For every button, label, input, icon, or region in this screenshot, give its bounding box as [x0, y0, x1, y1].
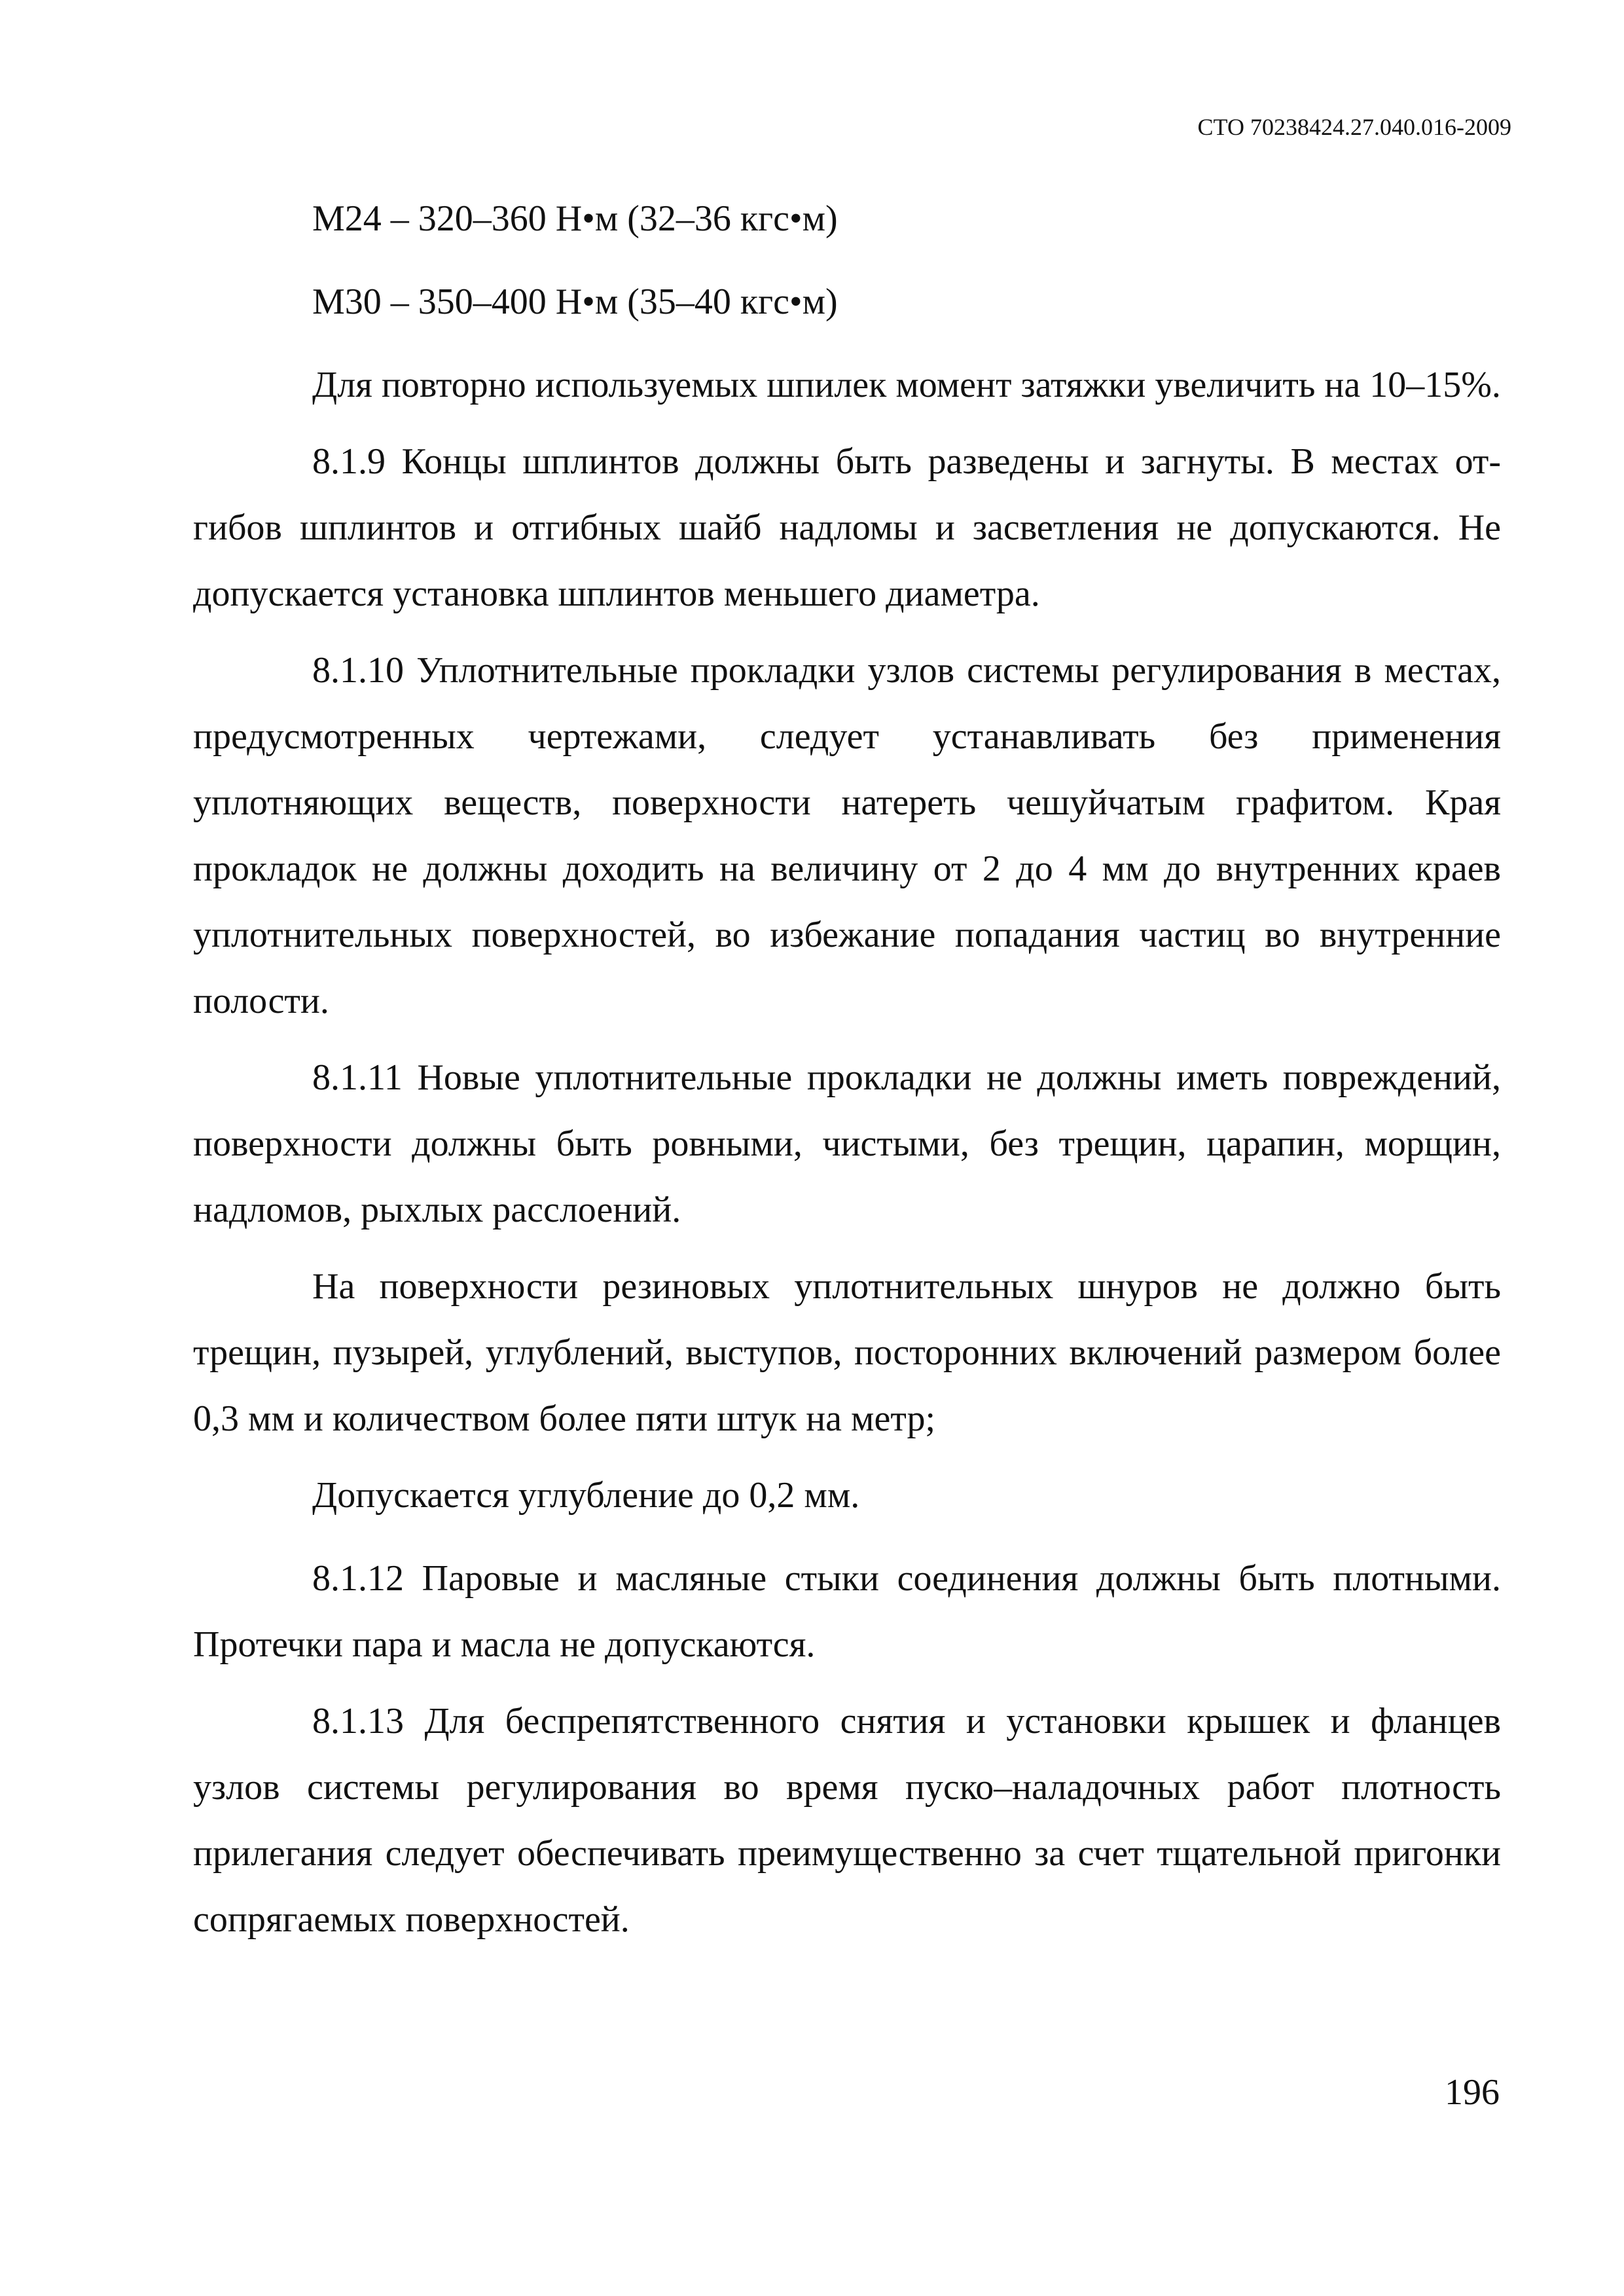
- clause-8-1-9: 8.1.9 Концы шплинтов должны быть разведены и загнуты. В местах отгибов шплинтов и отгибных шайб надломы и засветления не допускаются. Не допускается установка шплинтов меньшего диаметра.: [193, 441, 1501, 614]
- torque-m30: М30 – 350–400 Н•м (35–40 кгс•м): [312, 282, 838, 322]
- clause-8-1-13: 8.1.13 Для беспрепятственного снятия и установки крышек и фланцев узлов системы регулирования во время пуско–наладочных работ плотность прилегания следует обеспечивать преимущественно за счет тщательной пригонки сопрягаемых поверхностей.: [193, 1701, 1501, 1940]
- page-number: 196: [1445, 2072, 1500, 2113]
- document-body: [193, 186, 1501, 1963]
- clause-8-1-10: 8.1.10 Уплотнительные прокладки узлов системы регулирования в местах, предусмотренных чертежами, следует устанавливать без применения уплотняющих веществ, поверхности натереть чешуйчатым графитом. Края прокладок не должны доходить на величину от 2 до 4 мм до внутренних краев уплотнительных поверхностей, во избежание попадания частиц во внутренние полости.: [193, 650, 1501, 1021]
- clause-8-1-11: 8.1.11 Новые уплотнительные прокладки не должны иметь повреждений, поверхности должны быть ровными, чистыми, без трещин, царапин, морщин, надломов, рыхлых расслоений.: [193, 1057, 1501, 1230]
- document-header: СТО 70238424.27.040.016-2009: [1197, 114, 1511, 140]
- clause-8-1-12: 8.1.12 Паровые и масляные стыки соединения должны быть плотными. Протечки пара и масла не допускаются.: [193, 1558, 1501, 1665]
- depression-allowance: Допускается углубление до 0,2 мм.: [312, 1475, 860, 1516]
- torque-m24: М24 – 320–360 Н•м (32–36 кгс•м): [312, 198, 838, 239]
- rubber-cords-paragraph: На поверхности резиновых уплотнительных шнуров не должно быть трещин, пузырей, углублений, выступов, посторонних включений размером более 0,3 мм и количеством более пяти штук на метр;: [193, 1266, 1501, 1439]
- reuse-studs-paragraph: Для повторно используемых шпилек момент затяжки увеличить на 10–15%.: [312, 365, 1501, 405]
